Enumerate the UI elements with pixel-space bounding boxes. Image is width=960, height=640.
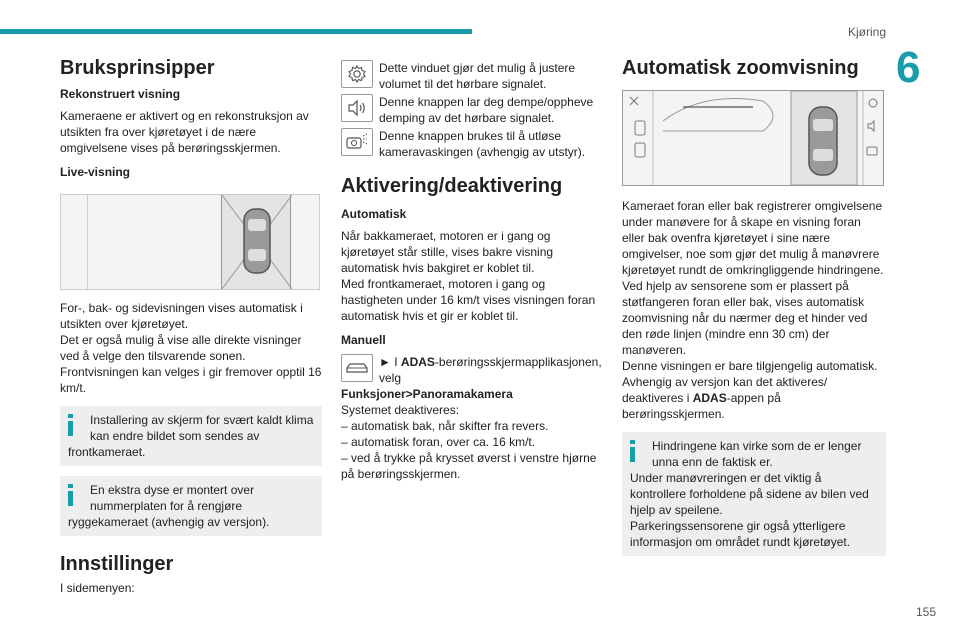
paragraph: Med frontkameraet, motoren i gang og hastigheten under 16 km/t vises visningen foran automatisk hvis et gir er koblet til. [341,277,596,323]
arrow-bullet: ► [379,355,391,369]
info-note-nozzle [60,476,322,536]
header-accent-bar [0,29,472,34]
section-title-bruksprinsipper: Bruksprinsipper [60,57,215,79]
note-text: ryggekameraet (avhengig av versjon). [68,515,270,529]
info-note-obstacles [622,432,886,556]
paragraph: Frontvisningen kan velges i gir fremover opptil 16 km/t. [60,365,322,395]
car-top-view-icon [222,195,292,289]
paragraph-text: Avhengig av versjon kan det aktiveres/ deaktiveres i [622,375,828,405]
page-number: 155 [915,605,936,619]
adas-label: ADAS [692,391,727,405]
live-view-illustration [60,194,320,290]
zoom-view-illustration [622,90,884,186]
paragraph: Kameraene er aktivert og en rekonstruksjon av utsikten fra over kjøretøyet i de nære omgivelsene vises på berøringsskjermen. [60,109,309,155]
icon-row-wash [341,128,603,160]
camera-wash-icon [341,128,373,156]
info-note-cold-climate [60,406,322,466]
info-icon [68,414,73,436]
note-text: frontkameraet. [68,445,146,459]
paragraph [622,374,886,422]
top-view-panel [221,195,291,289]
subheading-live: Live-visning [60,165,131,179]
icon-description: Denne knappen brukes til å utløse kameravaskingen (avhengig av utstyr). [379,129,586,159]
subheading-manuell: Manuell [341,333,386,347]
column-2 [341,60,603,482]
icon-row-settings [341,60,603,92]
info-icon [68,484,73,506]
subheading-rekonstruert: Rekonstruert visning [60,87,181,101]
icon-description: Dette vinduet gjør det mulig å justere volumet til det hørbare signalet. [379,61,576,91]
manual-instruction [379,354,603,386]
section-title-aktivering: Aktivering/deaktivering [341,175,563,197]
list-item: – automatisk foran, over ca. 16 km/t. [341,435,536,449]
instruction-text: -berøringsskjermapplikasjonen, velg [379,355,602,385]
paragraph: Ved hjelp av sensorene som er plassert på støtfangeren foran eller bak, vises automatisk zoomvisning når du nærmer deg et hinder ved den røde linjen (mindre enn 30 cm) der manøveren. [622,279,868,357]
section-title-zoomvisning: Automatisk zoomvisning [622,57,859,79]
speaker-icon [341,94,373,122]
zoom-view-screen [623,91,883,185]
paragraph: Denne visningen er bare tilgjengelig automatisk. [622,359,878,373]
icon-row-adas [341,354,603,386]
paragraph: For-, bak- og sidevisningen vises automatisk i utsikten over kjøretøyet. [60,301,303,331]
section-title-innstillinger: Innstillinger [60,553,174,575]
chapter-number: 6 [896,43,921,92]
note-text: Parkeringssensorene gir også ytterligere informasjon om området rundt kjøretøyet. [630,519,851,549]
adas-label: ADAS [400,355,435,369]
note-text: Installering av skjerm for svært kaldt klima kan endre bildet som sendes av [90,413,314,443]
list-item: – automatisk bak, når skifter fra revers. [341,419,549,433]
subheading-automatisk: Automatisk [341,207,407,221]
note-text: En ekstra dyse er montert over nummerplaten for å rengjøre [90,483,255,513]
settings-gear-icon [341,60,373,88]
instruction-text: I [390,355,401,369]
column-1 [60,56,322,596]
paragraph: Systemet deaktiveres: [341,403,460,417]
icon-row-sound [341,94,603,126]
icon-description: Denne knappen lar deg dempe/oppheve demping av det hørbare signalet. [379,95,594,125]
list-item: – ved å trykke på krysset øverst i venstre hjørne på berøringsskjermen. [341,451,597,481]
note-text: Under manøvreringen er det viktig å kontrollere forholdene på sidene av bilen ved hjelp av speilene. [630,471,869,517]
column-3 [622,56,886,556]
paragraph: I sidemenyen: [60,581,135,595]
paragraph: Når bakkameraet, motoren er i gang og kjøretøyet står stille, vises bakre visning automatisk hvis bakgiret er koblet til. [341,229,554,275]
paragraph: Det er også mulig å vise alle direkte visninger ved å velge den tilsvarende sonen. [60,333,302,363]
paragraph: Kameraet foran eller bak registrerer omgivelsene under manøvere for å skape en visning foran eller bak ovenfra kjøretøyet i sine nære omgivelser, noe som gjør det mulig å manøvrere kjøretøyet rundt de omkringliggende hindringene. [622,199,884,277]
note-text: Hindringene kan virke som de er lenger unna enn de faktisk er. [652,439,862,469]
info-icon [630,440,635,462]
chapter-title: Kjøring [847,25,886,39]
menu-path: Funksjoner>Panoramakamera [341,387,513,401]
paragraph-text: -appen på berøringsskjermen. [622,391,781,421]
car-driving-icon [341,354,373,382]
